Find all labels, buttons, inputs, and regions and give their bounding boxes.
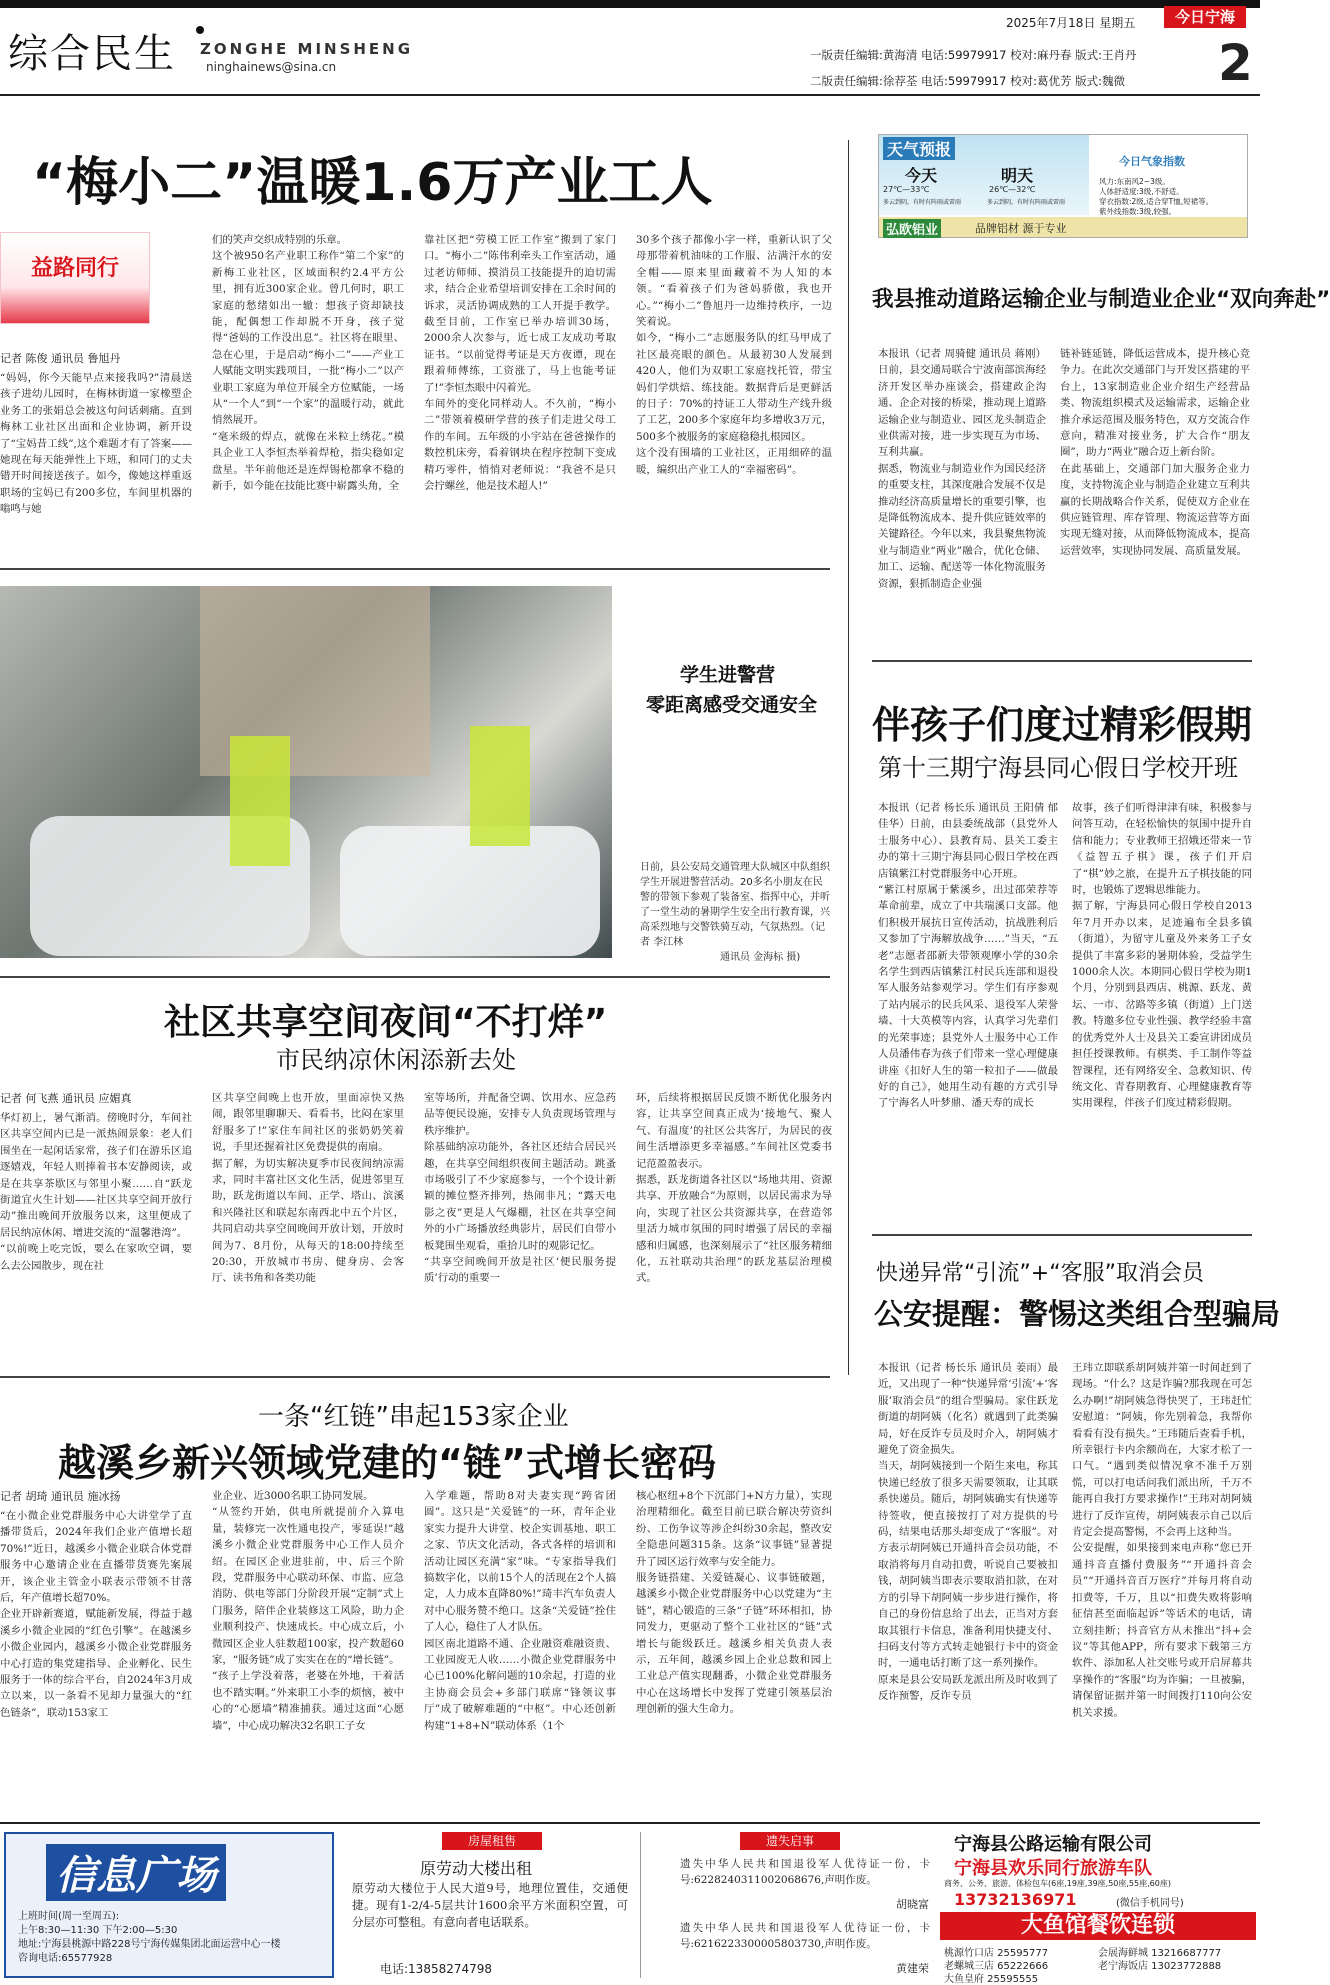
weather-title: 天气预报: [883, 137, 955, 160]
article-column: 室等场所，并配备空调、饮用水、应急药品等便民设施，安排专人负责现场管理与秩序维护。 除基础纳凉功能外，各社区还结合居民兴趣，在共享空间组织夜间主题活动。跳蚤市场吸引了不少家庭参与，一个个设计新颖的摊位整齐排列，热闹非凡；“露天电影之夜”更是人气爆棚，社区在共享空间外的小广场播放经典影片，居民们自带小板凳围坐观看，重拾儿时的观影记忆。 “共享空间晚间开放是社区‘便民服务提质’行动的重要一: [424, 1092, 616, 1285]
divider: [0, 1376, 830, 1378]
tour-phone: 13732136971: [954, 1890, 1077, 1909]
company-name: 宁海县公路运输有限公司: [954, 1834, 1152, 1855]
bullet: [196, 26, 204, 34]
tour-phone-note: (微信手机同号): [1116, 1898, 1184, 1909]
sponsor-strip: [879, 217, 1247, 237]
banner-label: 益路同行: [30, 256, 119, 281]
restaurant-branch: 老螺城三店 65222666: [944, 1961, 1049, 1972]
headline-holiday: 伴孩子们度过精彩假期: [872, 703, 1253, 747]
byline: 记者 陈俊 通讯员 鲁旭丹: [0, 352, 121, 365]
article-column: “在小微企业党群服务中心大讲堂学了直播带货后，2024年我们企业产值增长超70%!”近日，越溪乡小微企业联合体党群服务中心邀请企业在直播带货赛先案展开，该企业主管金小联表示带领不甘落后，年产值增长超70%。 企业开辟新赛道，赋能新发展，得益于越溪乡小微企业园的“红色引擎”。在越溪乡小微企业园内，越溪乡小微企业党群服务中心打造的集党建指导、企业孵化、民生服务于一体的综合平台，自2024年3月成立以来，以一条看不见却力量强大的“红色链条”，联动153家工: [0, 1510, 192, 1719]
restaurant-branch: 老宁海饭店 13023772888: [1098, 1961, 1222, 1972]
divider: [872, 1234, 1252, 1236]
weather-box: [878, 134, 1248, 238]
subhead-fraud: 公安提醒：警惕这类组合型骗局: [874, 1297, 1281, 1331]
photo-credit: 通讯员 金海标 摄): [720, 952, 801, 963]
section-title: 综合民生: [8, 31, 176, 77]
section-pinyin: ZONGHE MINSHENG: [200, 40, 414, 58]
article-column: 环，后续将根据居民反馈不断优化服务内容，让共享空间真正成为‘接地气、聚人气、有温度’的社区公共客厅，为居民的夜间生活增添更多幸福感。”车间社区党委书记范盈盈表示。 据悉，跃龙街道各社区以“场地共用、资源共享、开放融合”为原则，以居民需求为导向，实现了社区公共资源共享，在营造邻里活力城市氛围的同时增强了居民的幸福感和归属感，也深刻展示了“社区服务精细化，五社联动共治理”的跃龙基层治理模式。: [636, 1092, 832, 1285]
news-photo: [0, 586, 612, 958]
rent-body: 原劳动大楼位于人民大道9号，地理位置佳，交通便捷。现有1-2/4-5层共计1600余平方米面积空置，可分层亦可整租。有意向者电话联系。: [352, 1881, 628, 1929]
weather-index: 风力:东南风2~3级。 人体舒适度:3级,不舒适。 穿衣指数:2级,适合穿T恤,短裙等。 紫外线指数:3级,较强。: [1099, 177, 1214, 216]
editors-line-2: 二版责任编辑:徐荐荃 电话:59979917 校对:葛优芳 版式:魏微: [810, 74, 1125, 88]
sponsor-brand: 弘欧铝业: [883, 219, 941, 238]
headline-transport: 我县推动道路运输企业与制造业企业“双向奔赴”: [872, 287, 1330, 312]
header-rule: [0, 94, 1260, 96]
article-column: 王玮立即联系胡阿姨并第一时间赶到了现场。“什么？这是诈骗?那我现在可怎么办啊!”胡阿姨急得快哭了，王玮赶忙安慰道：“阿姨，你先别着急，我帮你看看有没有损失。”王玮随后查看手机，所幸银行卡内余额尚在，大家才松了一口气。“遇到类似情况拿不准千万别慌，可以打电话问我们派出所，千万不能再自我打方要求操作!”王玮对胡阿姨进行了反诈宣传，胡阿姨表示自己以后肯定会提高警惕，不会再上这种当。 公安提醒，如果接到来电声称“您已开通抖音直播付费服务”“开通抖音会员”“开通抖音百万医疗”并每月将自动扣费等，千万，且以“扣费失败将影响征信甚至面临起诉”等话术的电话，请立刻挂断；抖音官方从未推出“抖+会议”等其他APP，所有要求下载第三方软件、添加私人社交账号或开启屏幕共享操作的“客服”均为诈骗；一旦被骗，请保留证据并第一时间拨打110向公安机关求援。: [1072, 1362, 1252, 1719]
top-rule: [0, 0, 1260, 8]
section-email: ninghainews@sina.cn: [206, 60, 337, 74]
kicker-chain: 一条“红链”串起153家企业: [258, 1402, 569, 1432]
article-column: 链补链延链，降低运营成本，提升核心竞争力。在此次交通部门与开发区搭建的平台上，13家制造业企业介绍生产经营品类、物流组织模式及运输需求，运输企业推介承运范围及服务特色，双方交流合作意向，精准对接业务，扩大合作“朋友圈”，助力“两业”融合迈上新台阶。 在此基础上，交通部门加大服务企业力度，支持物流企业与制造企业建立互利共赢的长期战略合作关系，促使双方企业在供应链管理、库存管理、物流运营等方面实现无缝对接，从而降低物流成本，提高运营效率，实现协同发展、高质量发展。: [1060, 348, 1250, 557]
article-column: 们的笑声交织成特别的乐章。 这个被950名产业职工称作“第二个家”的新梅工业社区，区域面积约2.4平方公里，拥有近300家企业。曾几何时，职工家庭的愁绪如出一辙：想孩子资却缺技能，配偶想工作却脱不开身，孩子觉得“爸妈的工作没出息”。社区将在眼里、急在心里，于是启动“梅小二”——产业工人赋能文明实践项目，一批“梅小二”以产业职工家庭为单位开展全方位赋能，一场从“一个人”到“一个家”的温暖行动，就此悄然展开。 “毫米级的焊点，就像在米粒上绣花。”模具企业工人李恒杰举着焊枪，指尖稳如定盘星。半年前他还是连焊锡枪都拿不稳的新手，如今能在技能比赛中崭露头角，全: [212, 234, 404, 493]
issue-date: 2025年7月18日 星期五: [1006, 16, 1136, 30]
article-column: 故事，孩子们听得津津有味，积极参与问答互动，在轻松愉快的氛围中提升自信和能力；专业教师王招娥还带来一节《益智五子棋》课，孩子们开启了“棋”妙之旅，在提升五子棋技能的同时，也锻炼了逻辑思维能力。 据了解，宁海县同心假日学校自2013年7月开办以来，足迹遍布全县多镇（街道），为留守儿童及外来务工子女提供了丰富多彩的暑期体验，受益学生1000余人次。本期同心假日学校为期1个月，分别到县西店、桃源、跃龙、黄坛、一市、岔路等多镇（街道）上门送教。特邀多位专业性强、教学经验丰富的优秀党外人士及县关工委宣讲团成员担任授课教师。有棋类、手工制作等益智课程，还有网络安全、急救知识、传统文化、青春期教育、心理健康教育等实用课程，伴孩子们度过精彩假期。: [1072, 802, 1252, 1110]
masthead-logo: 今日宁海: [1164, 6, 1246, 28]
restaurant-branch: 桃源竹口店 25595777: [944, 1948, 1049, 1959]
photo-caption: 日前，县公安局交通管理大队城区中队组织学生开展进警营活动。20多名小朋友在民警的带领下参观了装备室、指挥中心，并听了一堂生动的暑期学生安全出行教育课，兴高采烈地与交警铁骑互动，气氛热烈。（记者 李江林: [640, 862, 830, 948]
rent-phone: 电话:13858274798: [380, 1962, 493, 1976]
tour-services: 商务、公务、旅游、体检包车(6座,19座,39座,50座,55座,60座): [944, 1879, 1171, 1888]
ad-divider: [640, 1832, 641, 1978]
photo-title-1: 学生进警营: [680, 664, 776, 686]
weather-desc-today: 多云到阴，有时有阵雨或雷雨: [883, 199, 962, 206]
page-number: 2: [1218, 34, 1253, 92]
photo-title-2: 零距离感受交通安全: [646, 694, 818, 716]
headline-meixiaoer: “梅小二”温暖1.6万产业工人: [32, 153, 713, 213]
restaurant-banner: 大鱼馆餐饮连锁: [940, 1912, 1256, 1940]
lost-notice-2: 遗失中华人民共和国退役军人优待证一份，卡号:6216223300005803730,声明作废。: [680, 1922, 930, 1951]
divider: [0, 976, 830, 978]
restaurant-branch: 大鱼皇府 25595555: [944, 1974, 1039, 1985]
headline-chain: 越溪乡新兴领域党建的“链”式增长密码: [58, 1441, 716, 1485]
headline-fraud: 快递异常“引流”+“客服”取消会员: [876, 1261, 1205, 1286]
divider: [0, 568, 830, 570]
article-column: 本报讯（记者 杨长乐 通讯员 王阳倩 郁佳华）日前，由县委统战部（县党外人士服务中心）、县教育局、县关工委主办的第十三期宁海县同心假日学校在西店镇紫江村党群服务中心开班。 “紫江村原属于紫溪乡，出过邵荣荐等革命前辈，成立了中共瑞溪口支部。他们积极开展抗日宣传活动，抗战胜利后又参加了宁海解放战争……”当天，“五老”志愿者邵新夫带领观摩小学的30余名学生到西店镇紫江村民兵连部和退役军人服务站参观学习。学生们有序参观了站内展示的民兵风采、退役军人荣誉墙、十大英模等内容，认真学习先辈们的光荣事迹；县党外人士服务中心工作人员潘伟春为孩子们带来一堂心理健康讲座《扣好人生的第一粒扣子——做最好的自己》，她用生动有趣的方式引导了宁海名人叶梦鼎、潘天寿的成长: [878, 802, 1058, 1110]
divider: [872, 660, 1252, 662]
byline: 记者 胡琦 通讯员 施冰扬: [0, 1490, 121, 1503]
article-column: 区共享空间晚上也开放，里面凉快又热闹，跟邻里聊聊天、看看书，比闷在家里舒服多了!”家住车间社区的张奶奶笑着说，手里还握着社区免费提供的南扇。 据了解，为切实解决夏季市民夜间纳凉需求，同时丰富社区文化生活，促进邻里互助，跃龙街道以车间、正学、塔山、滨溪和兴隆社区和联起东南西北中五个片区，共同启动共享空间晚间开放计划，开放时间为7、8月份，从每天的18:00持续至20:30，开放城市书房、健身房、会客厅、读书角和各类功能: [212, 1092, 404, 1285]
photo-officer: [470, 726, 530, 846]
photo-officer: [230, 736, 290, 866]
article-column: 华灯初上，暑气渐消。傍晚时分，车间社区共享空间内已是一派热闹景象：老人们围坐在一起闲话家常，孩子们在游乐区追逐嬉戏，年轻人则捧着书本安静阅读，或是在共享茶歇区与邻里小聚……自“跃龙街道宜火生计划——社区共享空间开放行动”推出晚间开放服务以来，这里便成了居民纳凉休闲、增进交流的“温馨港湾”。 “以前晚上吃完饭，要么在家吹空调，要么去公园散步，现在社: [0, 1112, 192, 1272]
column-divider: [848, 140, 849, 1375]
lost-name-1: 胡晓富: [896, 1898, 929, 1911]
lost-name-2: 黄建荣: [896, 1962, 929, 1975]
weather-desc-tomorrow: 多云到阴，有时有阵雨或雷雨: [987, 199, 1066, 206]
weather-temp-tomorrow: 26℃—32℃: [989, 185, 1036, 194]
byline: 记者 何飞燕 通讯员 应媚真: [0, 1092, 132, 1105]
editors-line-1: 一版责任编辑:黄海清 电话:59979917 校对:麻丹春 版式:王肖丹: [810, 48, 1137, 62]
lost-notice-1: 遗失中华人民共和国退役军人优待证一份，卡号:6228240311002068676,声明作废。: [680, 1858, 930, 1887]
article-column: 本报讯（记者 周骑健 通讯员 蒋刚）日前，县交通局联合宁波南部滨海经济开发区举办座谈会，搭建政企沟通、企企对接的桥梁，推动现上道路运输企业与制造业、园区龙头制造企业供需对接，进一步实现互为市场、互利共赢。 据悉，物流业与制造业作为国民经济的重要支柱，其深度融合发展不仅是推动经济高质量增长的重要引擎，也是降低物流成本、提升供应链效率的关键路径。今年以来，我县聚焦物流业与制造业“两业”融合，优化仓储、加工、运输、配送等一体化物流服务资源，狠抓制造企业强: [878, 348, 1046, 590]
article-column: 核心枢纽+8个下沉部门+N方力量），实现治理精细化。截至目前已联合解决劳资纠纷、工伤争议等涉企纠纷30余起，整改安全隐患问题315条。这条“议事链”显著提升了园区运行效率与安全能力。 服务链搭建、关爱链凝心、议事链破题，越溪乡小微企业党群服务中心以党建为“主链”，精心锻造的三条“子链”环环相扣，协同发力，更驱动了整个工业社区的“链”式增长与能级跃迁。越溪乡相关负责人表示，五年间，越溪乡园上企业总数和园上工业总产值实现翻番，小微企业党群服务中心在这场增长中发挥了党建引领基层治理创新的强大生命力。: [636, 1490, 832, 1716]
info-square-title: 信息广场: [46, 1844, 226, 1901]
restaurant-branch: 会展海鲜城 13216687777: [1098, 1948, 1222, 1959]
weather-tomorrow: 明天: [1001, 166, 1034, 185]
subhead-holiday: 第十三期宁海县同心假日学校开班: [878, 754, 1238, 782]
sponsor-slogan: 品牌铝材 源于专业: [975, 222, 1067, 235]
weather-temp-today: 27℃—33℃: [883, 185, 930, 194]
weather-index-title: 今日气象指数: [1119, 155, 1185, 168]
rent-tag: 房屋租售: [442, 1832, 542, 1850]
editors-info: [810, 42, 1137, 94]
weather-today: 今天: [905, 166, 938, 185]
subhead-community: 市民纳凉休闲添新去处: [276, 1046, 516, 1074]
info-square-ad: [4, 1832, 334, 1978]
article-column: 本报讯（记者 杨长乐 通讯员 姜雨）最近，又出现了一种“快递异常‘引流’+‘客服’取消会员”的组合型骗局。家住跃龙街道的胡阿姨（化名）就遇到了此类骗局，好在反诈专员及时介入，胡阿姨才避免了资金损失。 当天，胡阿姨接到一个陌生来电，称其快递已经放了很多天需要领取，让其联系快递员。随后，胡阿姨确实有快递等待签收，便直接按打了对方提供的号码，结果电话那头却变成了“客服”。对方表示胡阿姨已开通抖音会员功能，不取消将每月自动扣费，听说自己要被扣钱，胡阿姨当即表示要取消扣款，在对方的引导下胡阿姨一步步进行操作，将自己的身份信息给了出去，正当对方套取其银行卡信息，准备利用快捷支付、扫码支付等方式转走她银行卡中的资金时，一通电话打断了这一系列操作。 原来是县公安局跃龙派出所及时收到了反诈预警，反诈专员: [878, 1362, 1058, 1703]
company-ad: [940, 1830, 1256, 1985]
article-column: 靠社区把“劳模工匠工作室”搬到了家门口。“梅小二”陈伟利牵头工作室活动，通过老访师师、摸消员工技能提升的迫切需求，结合企业希望培训安排在工余时间的诉求，灵活协调成熟的工人开提手教学。截至目前，工作室已举办培训30场，2000余人次参与，近七成工友成功考取证书。“以前觉得考证是天方夜谭，现在跟着师傅练，工资涨了，马上也能考证了!”李恒杰眼中闪着光。 车间外的变化同样动人。不久前，“梅小二”带领着模研学营的孩子们走进父母工作的车间。五年级的小宇站在爸爸操作的数控机床旁，看着钢块在程序控制下变成精巧零件，悄悄对老师说：“我爸不是只会拧螺丝，他是技术超人!”: [424, 234, 616, 493]
tour-fleet-name: 宁海县欢乐同行旅游车队: [954, 1858, 1152, 1879]
article-column: 30多个孩子都像小字一样，重新认识了父母那带着机油味的工作服、沾满汗水的安全帽——原来里面藏着不为人知的本领。“看着孩子们为爸妈骄傲，我也开心。”“梅小二”鲁旭丹一边维持秩序，一边笑着说。 如今，“梅小二”志愿服务队的红马甲成了社区最亮眼的颜色。从最初30人发展到420人，他们为双职工家庭找托管，带宝妈们学烘焙、练技能。数据背后是更鲜活的日子：70%的持证工人带动生产线升级了工艺，200多个家庭年均多增收3万元，500多个被服务的家庭稳稳扎根园区。 这个没有围墙的工业社区，正用细碎的温暖，编织出产业工人的“幸福密码”。: [636, 234, 832, 476]
column-banner: [0, 232, 150, 324]
article-column: 业企业、近3000名职工协同发展。 “从签约开始，供电所就提前介入算电量，装修完一次性通电投产，零延误!”越溪乡小微企业党群服务中心工作人员介绍。在园区企业进驻前，中、后三个阶段，党群服务中心联动环保、市监、应急消防、供电等部门分阶段开展“定制”式上门服务，陪伴企业装修这工风险，助力企业顺利投产、快速成长。中心成立后，小微园区企业人驻数超100家，投产数超60家，“服务链”成了实实在在的“增长链”。 “孩子上学没着落，老婆在外地，干着活也不踏实啊。”外来职工小李的烦恼，被中心的“心愿墙”精准捕获。通过这面“心愿墙”，中心成功解决32名职工子女: [212, 1490, 404, 1732]
rent-title: 原劳动大楼出租: [420, 1859, 533, 1878]
headline-community: 社区共享空间夜间“不打烊”: [164, 1002, 608, 1043]
article-column: “妈妈，你今天能早点来接我吗?”清晨送孩子进幼儿园时，在梅林街道一家橡塑企业务工的张娟总会被这句问话刺痛。直到梅林工业社区出面和企业协调，新开设了“宝妈昔工线”,这个难题才有了答案——她现在每天能弹性上下班，和同门的丈夫错开时间接送孩子。如今，像她这样重返职场的宝妈已有200多位，车间里机器的嗡鸣与她: [0, 372, 192, 516]
info-square-hours: 上班时间(周一至周五): 上午8:30—11:30 下午2:00—5:30 地址:宁海县桃源中路228号宁海传媒集团北面运营中心一楼 咨询电话:65577928: [18, 1911, 281, 1964]
lost-tag: 遗失启事: [740, 1832, 840, 1850]
article-column: 入学难题，帮助8对夫妻实现“跨省团圆”。这只是“关爱链”的一环，青年企业家实力提升大讲堂、校企实训基地、职工之家、节庆文化活动，各式各样的培训和活动让园区充满“家”味。“专家指导我们搞数字化，以前15个人的活现在2个人搞定，人力成本直降80%!”琦丰汽车负责人对中心服务赞不绝口。这条“关爱链”拴住了人心，稳住了人才队伍。 园区南北道路不通、企业融资难融资贵、工业园废无人收……小微企业党群服务中心已100%化解问题的10余起，打造的业主协商会员会+多部门联席“锋领议事厅”成了破解难题的“中枢”。中心还创新构建“1+8+N”联动体系（1个: [424, 1490, 616, 1732]
ads-rule: [0, 1822, 1260, 1824]
